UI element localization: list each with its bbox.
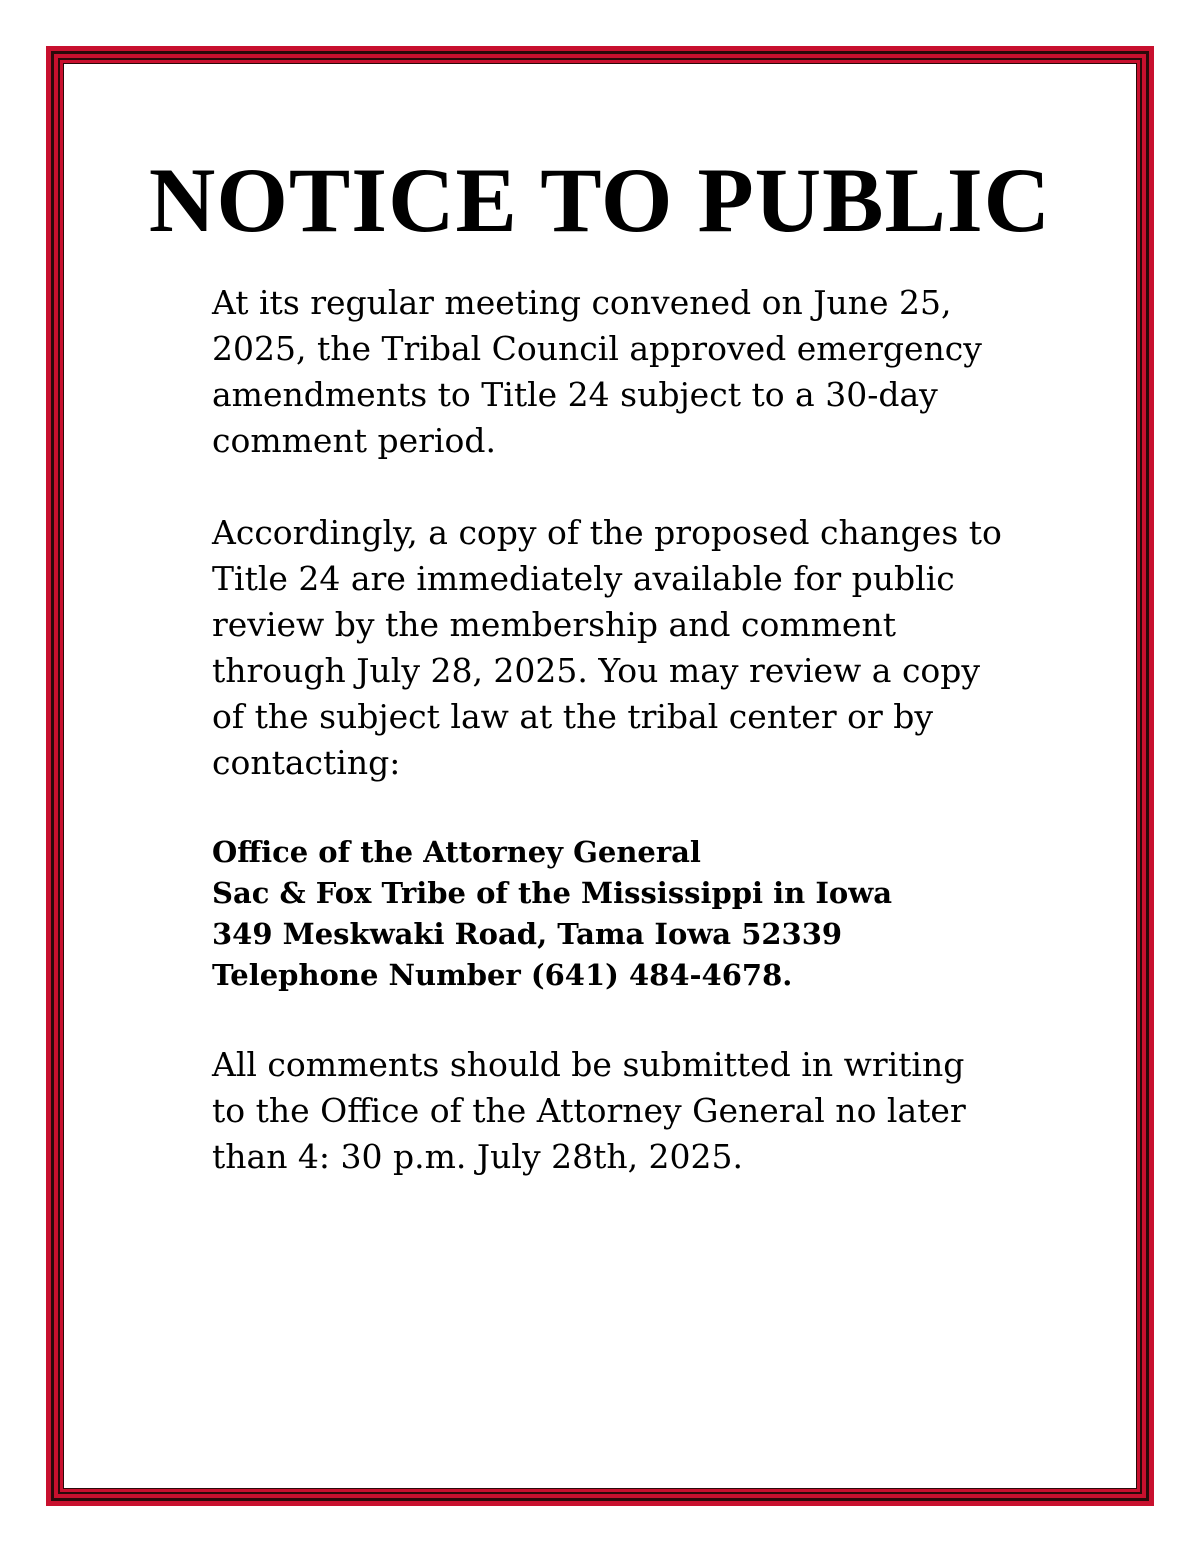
contact-block [212,832,1002,996]
notice-title: NOTICE TO PUBLIC [148,149,1052,251]
contact-tribe: Sac & Fox Tribe of the Mississippi in Iowa [212,876,893,910]
contact-phone: Telephone Number (641) 484-4678. [212,958,793,992]
contact-address: 349 Meskwaki Road, Tama Iowa 52339 [212,917,843,951]
contact-office: Office of the Attorney General [212,835,701,869]
review-paragraph: Accordingly, a copy of the proposed changes to Title 24 are immediately available for public review by the membership and comment through July 28, 2025. You may review a copy of the subject law at the tribal center or by contacting: [212,513,1002,782]
submission-paragraph: All comments should be submitted in writing to the Office of the Attorney General no later than 4: 30 p.m. July 28th, 2025. [212,1045,966,1176]
meeting-paragraph: At its regular meeting convened on June 25, 2025, the Tribal Council approved emergency amendments to Title 24 subject to a 30-day comment period. [212,283,982,460]
notice-body [212,280,1002,1180]
